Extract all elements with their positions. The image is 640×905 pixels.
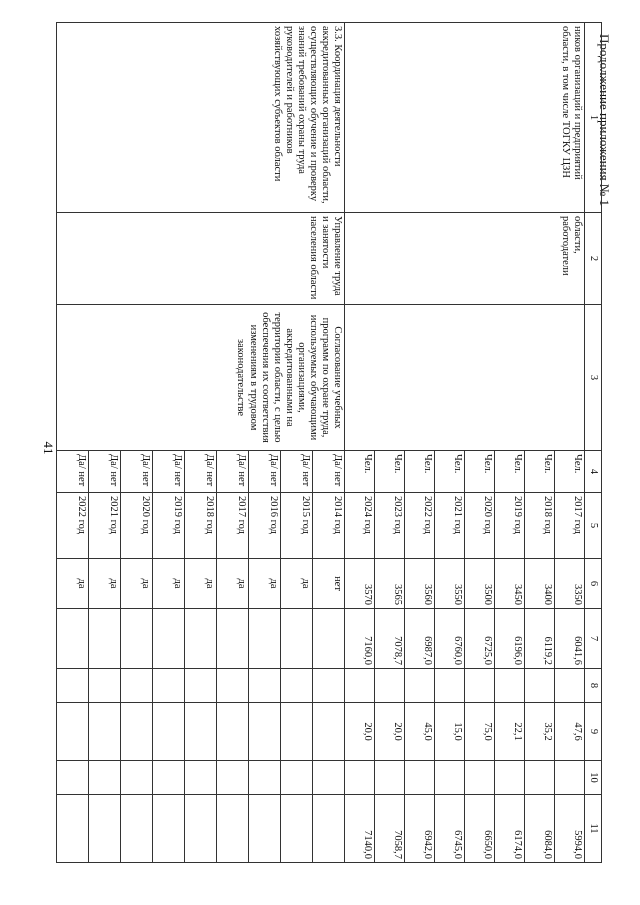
value-cell: 3500 [465, 559, 495, 609]
value-cell: 7140,0 [345, 795, 375, 863]
empty-cell [313, 703, 345, 761]
year-cell: 2017 год [555, 493, 585, 559]
empty-cell [89, 761, 121, 795]
year-cell: 2022 год [57, 493, 89, 559]
unit-cell: Чел. [345, 451, 375, 493]
year-cell: 2016 год [249, 493, 281, 559]
value-cell: 3350 [555, 559, 585, 609]
empty-cell [249, 669, 281, 703]
value-cell [495, 669, 525, 703]
year-cell: 2019 год [495, 493, 525, 559]
value-cell: 20,0 [345, 703, 375, 761]
value-cell: 6942,0 [405, 795, 435, 863]
unit-cell: Да/ нет [313, 451, 345, 493]
column-header: 2 [585, 213, 602, 305]
section2-action: Согласование учебных программ по охране труда, используемых обучающими организациями, аккредитованными на территории области, с целью обеспечения их соответствия изменениям в трудовом законодательстве [57, 305, 345, 451]
empty-cell [89, 669, 121, 703]
empty-cell [185, 669, 217, 703]
value-cell: 7160,0 [345, 609, 375, 669]
value-cell: да [185, 559, 217, 609]
value-cell: 20,0 [375, 703, 405, 761]
value-cell: 7078,7 [375, 609, 405, 669]
table-wrapper [76, 22, 602, 862]
section1-executor: области, работодатели [345, 213, 585, 305]
empty-cell [153, 795, 185, 863]
value-cell [405, 669, 435, 703]
empty-cell [57, 761, 89, 795]
year-cell: 2022 год [405, 493, 435, 559]
value-cell: 45,0 [405, 703, 435, 761]
value-cell [435, 669, 465, 703]
empty-cell [57, 609, 89, 669]
empty-cell [217, 795, 249, 863]
empty-cell [121, 609, 153, 669]
empty-cell [281, 669, 313, 703]
empty-cell [121, 795, 153, 863]
empty-cell [121, 669, 153, 703]
value-cell: 6084,0 [525, 795, 555, 863]
column-header: 4 [585, 451, 602, 493]
value-cell: 6119,2 [525, 609, 555, 669]
empty-cell [185, 795, 217, 863]
value-cell: 6725,0 [465, 609, 495, 669]
value-cell: 6760,0 [435, 609, 465, 669]
year-cell: 2015 год [281, 493, 313, 559]
year-cell: 2020 год [465, 493, 495, 559]
value-cell: да [153, 559, 185, 609]
empty-cell [153, 669, 185, 703]
empty-cell [217, 669, 249, 703]
value-cell: 3560 [405, 559, 435, 609]
value-cell: 3400 [525, 559, 555, 609]
unit-cell: Да/ нет [249, 451, 281, 493]
empty-cell [249, 761, 281, 795]
column-header: 5 [585, 493, 602, 559]
unit-cell: Да/ нет [217, 451, 249, 493]
value-cell: 3450 [495, 559, 525, 609]
column-header: 8 [585, 669, 602, 703]
value-cell: да [121, 559, 153, 609]
rotated-table-area [76, 22, 602, 862]
empty-cell [185, 703, 217, 761]
column-header: 10 [585, 761, 602, 795]
unit-cell: Чел. [405, 451, 435, 493]
year-cell: 2018 год [525, 493, 555, 559]
value-cell [525, 669, 555, 703]
program-table [56, 22, 602, 863]
empty-cell [217, 703, 249, 761]
value-cell [555, 761, 585, 795]
value-cell: да [281, 559, 313, 609]
value-cell [375, 669, 405, 703]
empty-cell [249, 609, 281, 669]
empty-cell [281, 609, 313, 669]
column-header: 7 [585, 609, 602, 669]
empty-cell [89, 703, 121, 761]
value-cell: да [89, 559, 121, 609]
empty-cell [217, 609, 249, 669]
year-cell: 2019 год [153, 493, 185, 559]
unit-cell: Да/ нет [89, 451, 121, 493]
value-cell: 6041,6 [555, 609, 585, 669]
empty-cell [249, 703, 281, 761]
empty-cell [249, 795, 281, 863]
value-cell [435, 761, 465, 795]
unit-cell: Чел. [465, 451, 495, 493]
value-cell: да [217, 559, 249, 609]
value-cell: 3565 [375, 559, 405, 609]
empty-cell [57, 703, 89, 761]
empty-cell [153, 703, 185, 761]
value-cell [375, 761, 405, 795]
value-cell: 6174,0 [495, 795, 525, 863]
value-cell: 6650,0 [465, 795, 495, 863]
unit-cell: Да/ нет [57, 451, 89, 493]
value-cell [555, 669, 585, 703]
empty-cell [57, 669, 89, 703]
column-header: 11 [585, 795, 602, 863]
value-cell: 7058,7 [375, 795, 405, 863]
value-cell: да [57, 559, 89, 609]
unit-cell: Чел. [525, 451, 555, 493]
empty-cell [185, 761, 217, 795]
empty-cell [153, 609, 185, 669]
year-cell: 2023 год [375, 493, 405, 559]
column-header: 3 [585, 305, 602, 451]
empty-cell [89, 795, 121, 863]
year-cell: 2017 год [217, 493, 249, 559]
unit-cell: Да/ нет [121, 451, 153, 493]
value-cell: 6987,0 [405, 609, 435, 669]
unit-cell: Чел. [375, 451, 405, 493]
empty-cell [281, 795, 313, 863]
empty-cell [313, 795, 345, 863]
value-cell [525, 761, 555, 795]
page-number: 41 [41, 441, 56, 455]
section2-description: 3.3. Координация деятельности аккредитованных организаций области, осуществляющих обучение и проверку знаний требований охраны труда руководителей и работников хозяйствующих субъектов области [57, 23, 345, 213]
value-cell [495, 761, 525, 795]
empty-cell [281, 703, 313, 761]
value-cell: 15,0 [435, 703, 465, 761]
value-cell: 6196,0 [495, 609, 525, 669]
empty-cell [217, 761, 249, 795]
value-cell [465, 669, 495, 703]
year-cell: 2021 год [89, 493, 121, 559]
value-cell: 75,0 [465, 703, 495, 761]
value-cell [405, 761, 435, 795]
section1-description: ников организаций и предприятий области, в том числе ТОГКУ ЦЗН [345, 23, 585, 213]
value-cell: 22,1 [495, 703, 525, 761]
continuation-header: Продолжение приложения № 1 [597, 34, 612, 206]
year-cell: 2021 год [435, 493, 465, 559]
value-cell: 47,6 [555, 703, 585, 761]
header-row [585, 23, 602, 863]
table-row [313, 23, 345, 863]
empty-cell [185, 609, 217, 669]
value-cell [345, 761, 375, 795]
section2-executor: Управление труда и занятости населения области [57, 213, 345, 305]
year-cell: 2018 год [185, 493, 217, 559]
empty-cell [121, 703, 153, 761]
year-cell: 2014 год [313, 493, 345, 559]
value-cell: да [249, 559, 281, 609]
unit-cell: Чел. [495, 451, 525, 493]
unit-cell: Чел. [555, 451, 585, 493]
empty-cell [313, 609, 345, 669]
unit-cell: Да/ нет [185, 451, 217, 493]
empty-cell [281, 761, 313, 795]
column-header: 1 [585, 23, 602, 213]
value-cell: 35,2 [525, 703, 555, 761]
value-cell [345, 669, 375, 703]
value-cell: 3570 [345, 559, 375, 609]
value-cell: 3550 [435, 559, 465, 609]
empty-cell [153, 761, 185, 795]
section1-empty-cell [345, 305, 585, 451]
column-header: 6 [585, 559, 602, 609]
unit-cell: Чел. [435, 451, 465, 493]
empty-cell [313, 761, 345, 795]
value-cell [465, 761, 495, 795]
value-cell: 5994,0 [555, 795, 585, 863]
unit-cell: Да/ нет [281, 451, 313, 493]
empty-cell [57, 795, 89, 863]
empty-cell [89, 609, 121, 669]
empty-cell [313, 669, 345, 703]
empty-cell [121, 761, 153, 795]
unit-cell: Да/ нет [153, 451, 185, 493]
value-cell: 6745,0 [435, 795, 465, 863]
year-cell: 2020 год [121, 493, 153, 559]
column-header: 9 [585, 703, 602, 761]
value-cell: нет [313, 559, 345, 609]
table-row [555, 23, 585, 863]
year-cell: 2024 год [345, 493, 375, 559]
